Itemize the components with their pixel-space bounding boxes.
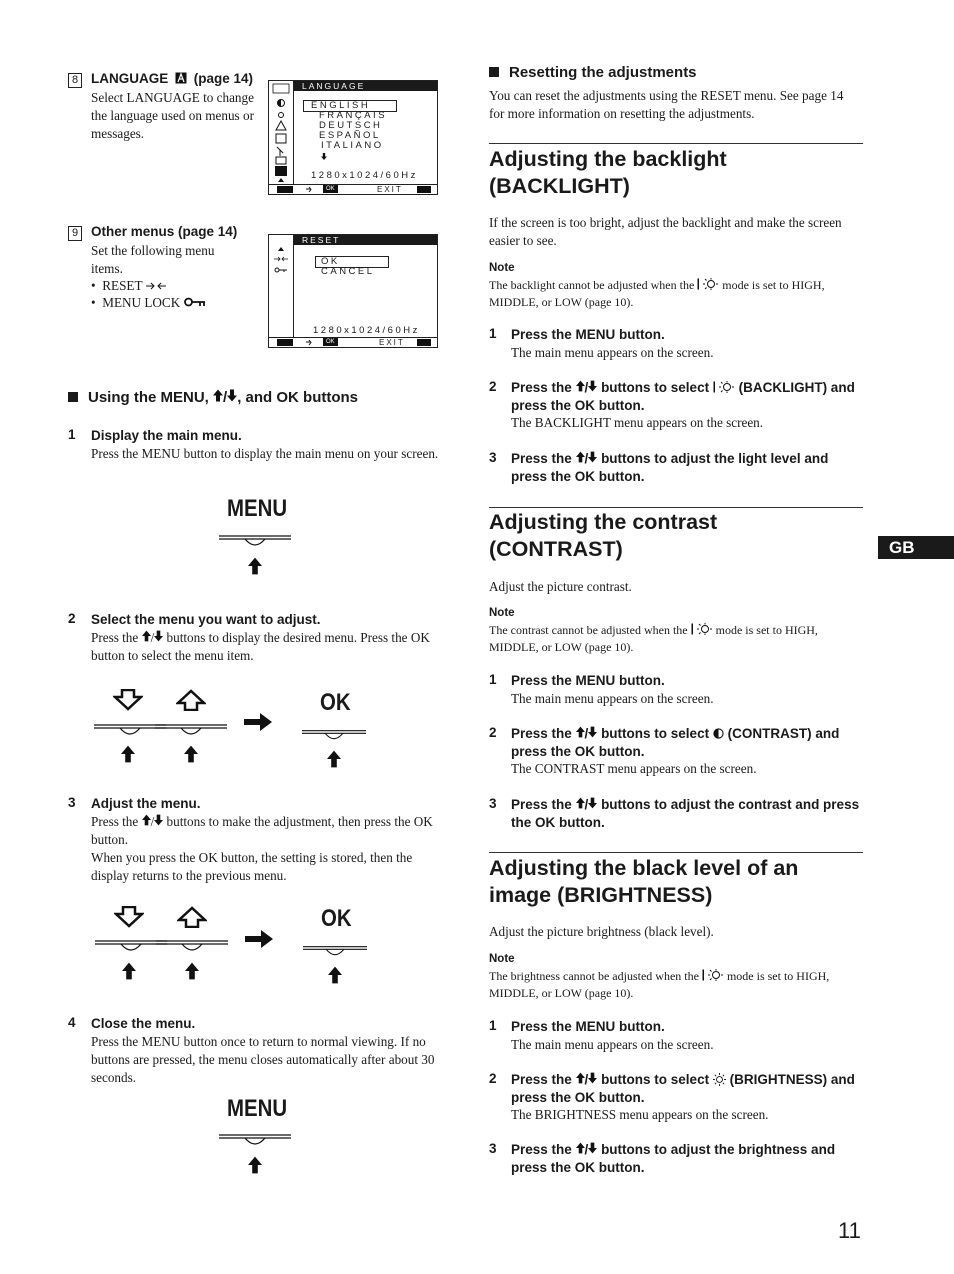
backlight-mode-icon (691, 623, 713, 635)
backlight-mode-icon (697, 278, 719, 290)
item8-description: Select LANGUAGE to change the language used on menus or messages. (91, 90, 254, 141)
section-square-icon (68, 392, 78, 402)
step-number: 1 (489, 1018, 497, 1033)
down-arrow-icon (588, 451, 597, 463)
up-arrow-icon (576, 1142, 585, 1154)
left-step2-number: 2 (68, 611, 76, 626)
up-button-icon (176, 689, 206, 711)
press-arrow-2a (121, 744, 135, 764)
then-arrow-3 (245, 930, 273, 948)
ok-button-line-3 (303, 945, 367, 959)
section-square-icon (489, 67, 499, 77)
osd-reset-titlebar: RESET (294, 235, 437, 245)
language-icon (175, 72, 187, 84)
item9-description: Set the following menu items. (91, 243, 215, 276)
contrast-step2-heading: Press the / buttons to select (CONTRAST) and press the OK button. (511, 726, 840, 759)
divider (489, 507, 863, 508)
up-button-line (155, 724, 227, 738)
osd-resolution: 1280x1024/60Hz (311, 170, 418, 181)
down-button-icon (113, 689, 143, 711)
step-number: 2 (489, 1071, 497, 1086)
brightness-step3-heading: Press the / buttons to adjust the brightness and press the OK button. (511, 1142, 836, 1175)
osd-menu-key-icon (417, 186, 431, 193)
up-arrow-icon (142, 630, 151, 642)
item8-page-ref: (page 14) (193, 71, 254, 86)
left-step1-body: Press the MENU button to display the main menu on your screen. (91, 446, 439, 461)
backlight-step3-heading: Press the / buttons to adjust the light level and press the OK button. (511, 451, 829, 484)
osd-side-icons (269, 81, 294, 184)
divider (489, 143, 863, 144)
down-arrow-icon (588, 380, 597, 392)
up-arrow-icon (576, 1072, 585, 1084)
resetting-heading: Resetting the adjustments (489, 64, 697, 81)
osd-scroll-down-icon (321, 153, 327, 160)
brightness-note-label: Note (489, 953, 515, 965)
press-arrow-3c (328, 965, 342, 985)
down-arrow-icon (588, 797, 597, 809)
item8-title: LANGUAGE (91, 71, 169, 86)
ok-label-3: OK (321, 905, 352, 932)
brightness-step2-body: The BRIGHTNESS menu appears on the screen. (511, 1107, 769, 1122)
then-arrow-2 (244, 713, 272, 731)
osd-reset-footer (269, 337, 437, 347)
osd-language-titlebar: LANGUAGE (294, 81, 437, 91)
osd-lang-espanol: ESPAÑOL (319, 130, 381, 141)
osd-menu-icons (269, 81, 293, 184)
up-arrow-icon (142, 814, 151, 826)
key-icon (184, 297, 206, 307)
menu-button-1 (219, 535, 291, 549)
press-arrow-2b (184, 744, 198, 764)
left-step3-heading: Adjust the menu. (91, 796, 201, 811)
contrast-step3-heading: Press the / buttons to adjust the contrast and press the OK button. (511, 797, 860, 830)
brightness-note: The brightness cannot be adjusted when the mode is set to HIGH, MIDDLE, or LOW (page 10). (489, 969, 830, 1000)
backlight-note-label: Note (489, 262, 515, 274)
osd-arrow-icon (306, 186, 313, 193)
item8-number: 8 (68, 71, 82, 88)
brightness-sun-icon (713, 1073, 726, 1086)
osd-reset-cancel: CANCEL (321, 266, 375, 277)
step-number: 2 (489, 725, 497, 740)
brightness-step1-body: The main menu appears on the screen. (511, 1037, 714, 1052)
left-step4-number: 4 (68, 1015, 76, 1030)
item8-heading (91, 71, 253, 86)
resetting-body: You can reset the adjustments using the RESET menu. See page 14 for more information on resetting the adjustments. (489, 88, 844, 121)
reset-icon (146, 282, 166, 290)
osd-updown-icon (277, 186, 293, 193)
brightness-step2-heading: Press the / buttons to select (BRIGHTNESS) and press the OK button. (511, 1072, 855, 1105)
press-arrow-3a (122, 961, 136, 981)
contrast-step1-body: The main menu appears on the screen. (511, 691, 714, 706)
left-step4-body: Press the MENU button once to return to normal viewing. If no buttons are pressed, the menu closes automatically after about 30 seconds. (91, 1034, 435, 1085)
contrast-icon (713, 728, 724, 739)
using-menu-heading: Using the MENU, / , and OK buttons (68, 389, 358, 406)
press-arrow-1 (248, 556, 262, 576)
item9-title: Other menus (page 14) (91, 224, 238, 239)
backlight-title: Adjusting the backlight (BACKLIGHT) (489, 147, 727, 198)
contrast-step2-body: The CONTRAST menu appears on the screen. (511, 761, 757, 776)
ok-button-line-2 (302, 729, 366, 743)
backlight-step1-body: The main menu appears on the screen. (511, 345, 714, 360)
up-arrow-icon (576, 726, 585, 738)
osd-lang-english: ENGLISH (311, 100, 371, 111)
down-arrow-icon (588, 1142, 597, 1154)
down-arrow-icon (588, 1072, 597, 1084)
up-arrow-icon (576, 380, 585, 392)
osd-reset-ok-label: OK (323, 338, 338, 346)
up-arrow-icon (576, 451, 585, 463)
contrast-title: Adjusting the contrast (CONTRAST) (489, 510, 718, 561)
osd-language-menu (268, 80, 438, 195)
divider (489, 852, 863, 853)
press-arrow-3b (185, 961, 199, 981)
ok-label-2: OK (320, 689, 351, 716)
osd-reset-ok: OK (321, 256, 340, 267)
contrast-step1-heading: Press the MENU button. (511, 673, 665, 688)
contrast-intro: Adjust the picture contrast. (489, 579, 632, 594)
down-arrow-icon (154, 814, 163, 826)
step-number: 3 (489, 1141, 497, 1156)
osd-reset-exit-label: EXIT (379, 338, 405, 347)
osd-ok-label: OK (323, 185, 338, 193)
osd-reset-arrow-icon (306, 339, 313, 346)
press-arrow-2c (327, 749, 341, 769)
up-arrow-icon (576, 797, 585, 809)
item9-bullet-reset: • RESET (91, 277, 166, 295)
contrast-note-label: Note (489, 607, 515, 619)
step-number: 1 (489, 326, 497, 341)
osd-lang-italiano: ITALIANO (321, 140, 384, 151)
up-arrow-icon (213, 389, 223, 402)
down-button-icon (114, 906, 144, 928)
backlight-mode-icon (702, 969, 724, 981)
osd-reset-menu-key-icon (417, 339, 431, 346)
item9-number: 9 (68, 224, 82, 241)
step-number: 3 (489, 796, 497, 811)
brightness-step1-heading: Press the MENU button. (511, 1019, 665, 1034)
left-step3-body: Press the / buttons to make the adjustment, then press the OK button. (91, 814, 433, 847)
brightness-title: Adjusting the black level of an image (BRIGHTNESS) (489, 856, 799, 907)
menu-button-4 (219, 1134, 291, 1148)
step-number: 1 (489, 672, 497, 687)
osd-lang-francais: FRANÇAIS (319, 110, 388, 121)
language-tab: GB (878, 536, 954, 559)
left-step2-body: Press the / buttons to display the desired menu. Press the OK button to select the menu item. (91, 630, 430, 663)
osd-footer (269, 184, 437, 194)
backlight-step2-body: The BACKLIGHT menu appears on the screen. (511, 415, 764, 430)
step-number: 3 (489, 450, 497, 465)
osd-reset-resolution: 1280x1024/60Hz (313, 325, 420, 336)
left-step1-heading: Display the main menu. (91, 428, 242, 443)
backlight-step1-heading: Press the MENU button. (511, 327, 665, 342)
contrast-note: The contrast cannot be adjusted when the mode is set to HIGH, MIDDLE, or LOW (page 10). (489, 623, 818, 654)
menu-label-4: MENU (227, 1095, 288, 1122)
osd-reset-side-icons (269, 235, 294, 337)
press-arrow-4 (248, 1155, 262, 1175)
left-step1-number: 1 (68, 427, 76, 442)
down-arrow-icon (588, 726, 597, 738)
osd-exit-label: EXIT (377, 185, 403, 194)
left-step3-body-2: When you press the OK button, the setting is stored, then the display returns to the previous menu. (91, 850, 413, 883)
menu-label-1: MENU (227, 495, 288, 522)
backlight-intro: If the screen is too bright, adjust the backlight and make the screen easier to see. (489, 215, 842, 248)
up-button-icon (177, 906, 207, 928)
brightness-intro: Adjust the picture brightness (black level). (489, 924, 714, 939)
step-number: 2 (489, 379, 497, 394)
backlight-icon (713, 381, 735, 393)
osd-reset-menu (268, 234, 438, 348)
item9-bullet-menulock: • MENU LOCK (91, 294, 206, 312)
down-arrow-icon (154, 630, 163, 642)
page-number: 11 (838, 1218, 861, 1243)
down-arrow-icon (227, 389, 237, 402)
left-step4-heading: Close the menu. (91, 1016, 196, 1031)
backlight-step2-heading: Press the / buttons to select (BACKLIGHT) and press the OK button. (511, 380, 855, 413)
left-step3-number: 3 (68, 795, 76, 810)
up-button-line (156, 940, 228, 954)
osd-lang-deutsch: DEUTSCH (319, 120, 383, 131)
backlight-note: The backlight cannot be adjusted when the mode is set to HIGH, MIDDLE, or LOW (page 10). (489, 278, 825, 309)
osd-reset-updown-icon (277, 339, 293, 346)
left-step2-heading: Select the menu you want to adjust. (91, 612, 321, 627)
osd-reset-icons (269, 235, 293, 275)
